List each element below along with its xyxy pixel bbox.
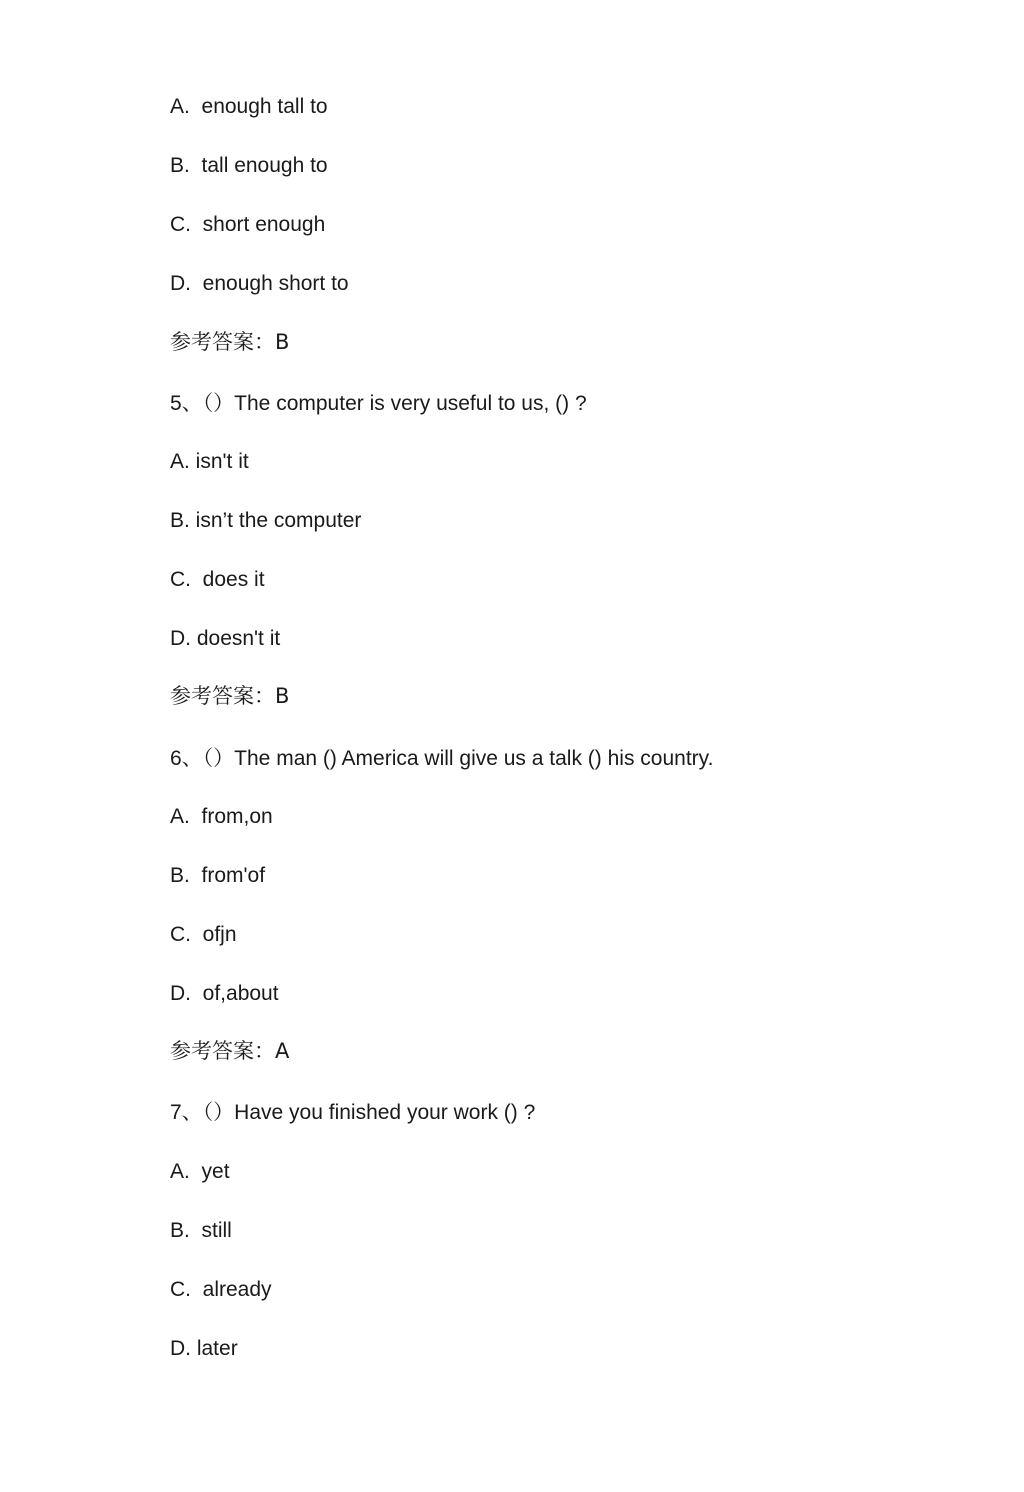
- q6-question: 6、（）The man () America will give us a talk () his country.: [170, 747, 714, 770]
- q7-option-d: D. later: [170, 1337, 238, 1360]
- q6-option-a: A. from,on: [170, 805, 273, 828]
- q7-option-a: A. yet: [170, 1160, 230, 1183]
- q4-reference-answer: 参考答案：B: [170, 330, 290, 354]
- q6-reference-answer: 参考答案：A: [170, 1039, 290, 1063]
- q4-option-d: D. enough short to: [170, 272, 349, 295]
- q4-option-a: A. enough tall to: [170, 95, 328, 118]
- q5-option-b: B. isn’t the computer: [170, 509, 362, 532]
- q7-question: 7、（）Have you finished your work () ?: [170, 1101, 536, 1124]
- q7-option-c: C. already: [170, 1278, 272, 1301]
- q6-option-d: D. of,about: [170, 982, 279, 1005]
- q5-option-c: C. does it: [170, 568, 265, 591]
- q7-option-b: B. still: [170, 1219, 232, 1242]
- q6-option-b: B. from'of: [170, 864, 266, 887]
- q5-option-d: D. doesn't it: [170, 627, 281, 650]
- q5-reference-answer: 参考答案：B: [170, 684, 290, 708]
- q4-option-c: C. short enough: [170, 213, 326, 236]
- q5-option-a: A. isn't it: [170, 450, 249, 473]
- q5-question: 5、（）The computer is very useful to us, () ?: [170, 392, 587, 415]
- q6-option-c: C. ofjn: [170, 923, 237, 946]
- q4-option-b: B. tall enough to: [170, 154, 328, 177]
